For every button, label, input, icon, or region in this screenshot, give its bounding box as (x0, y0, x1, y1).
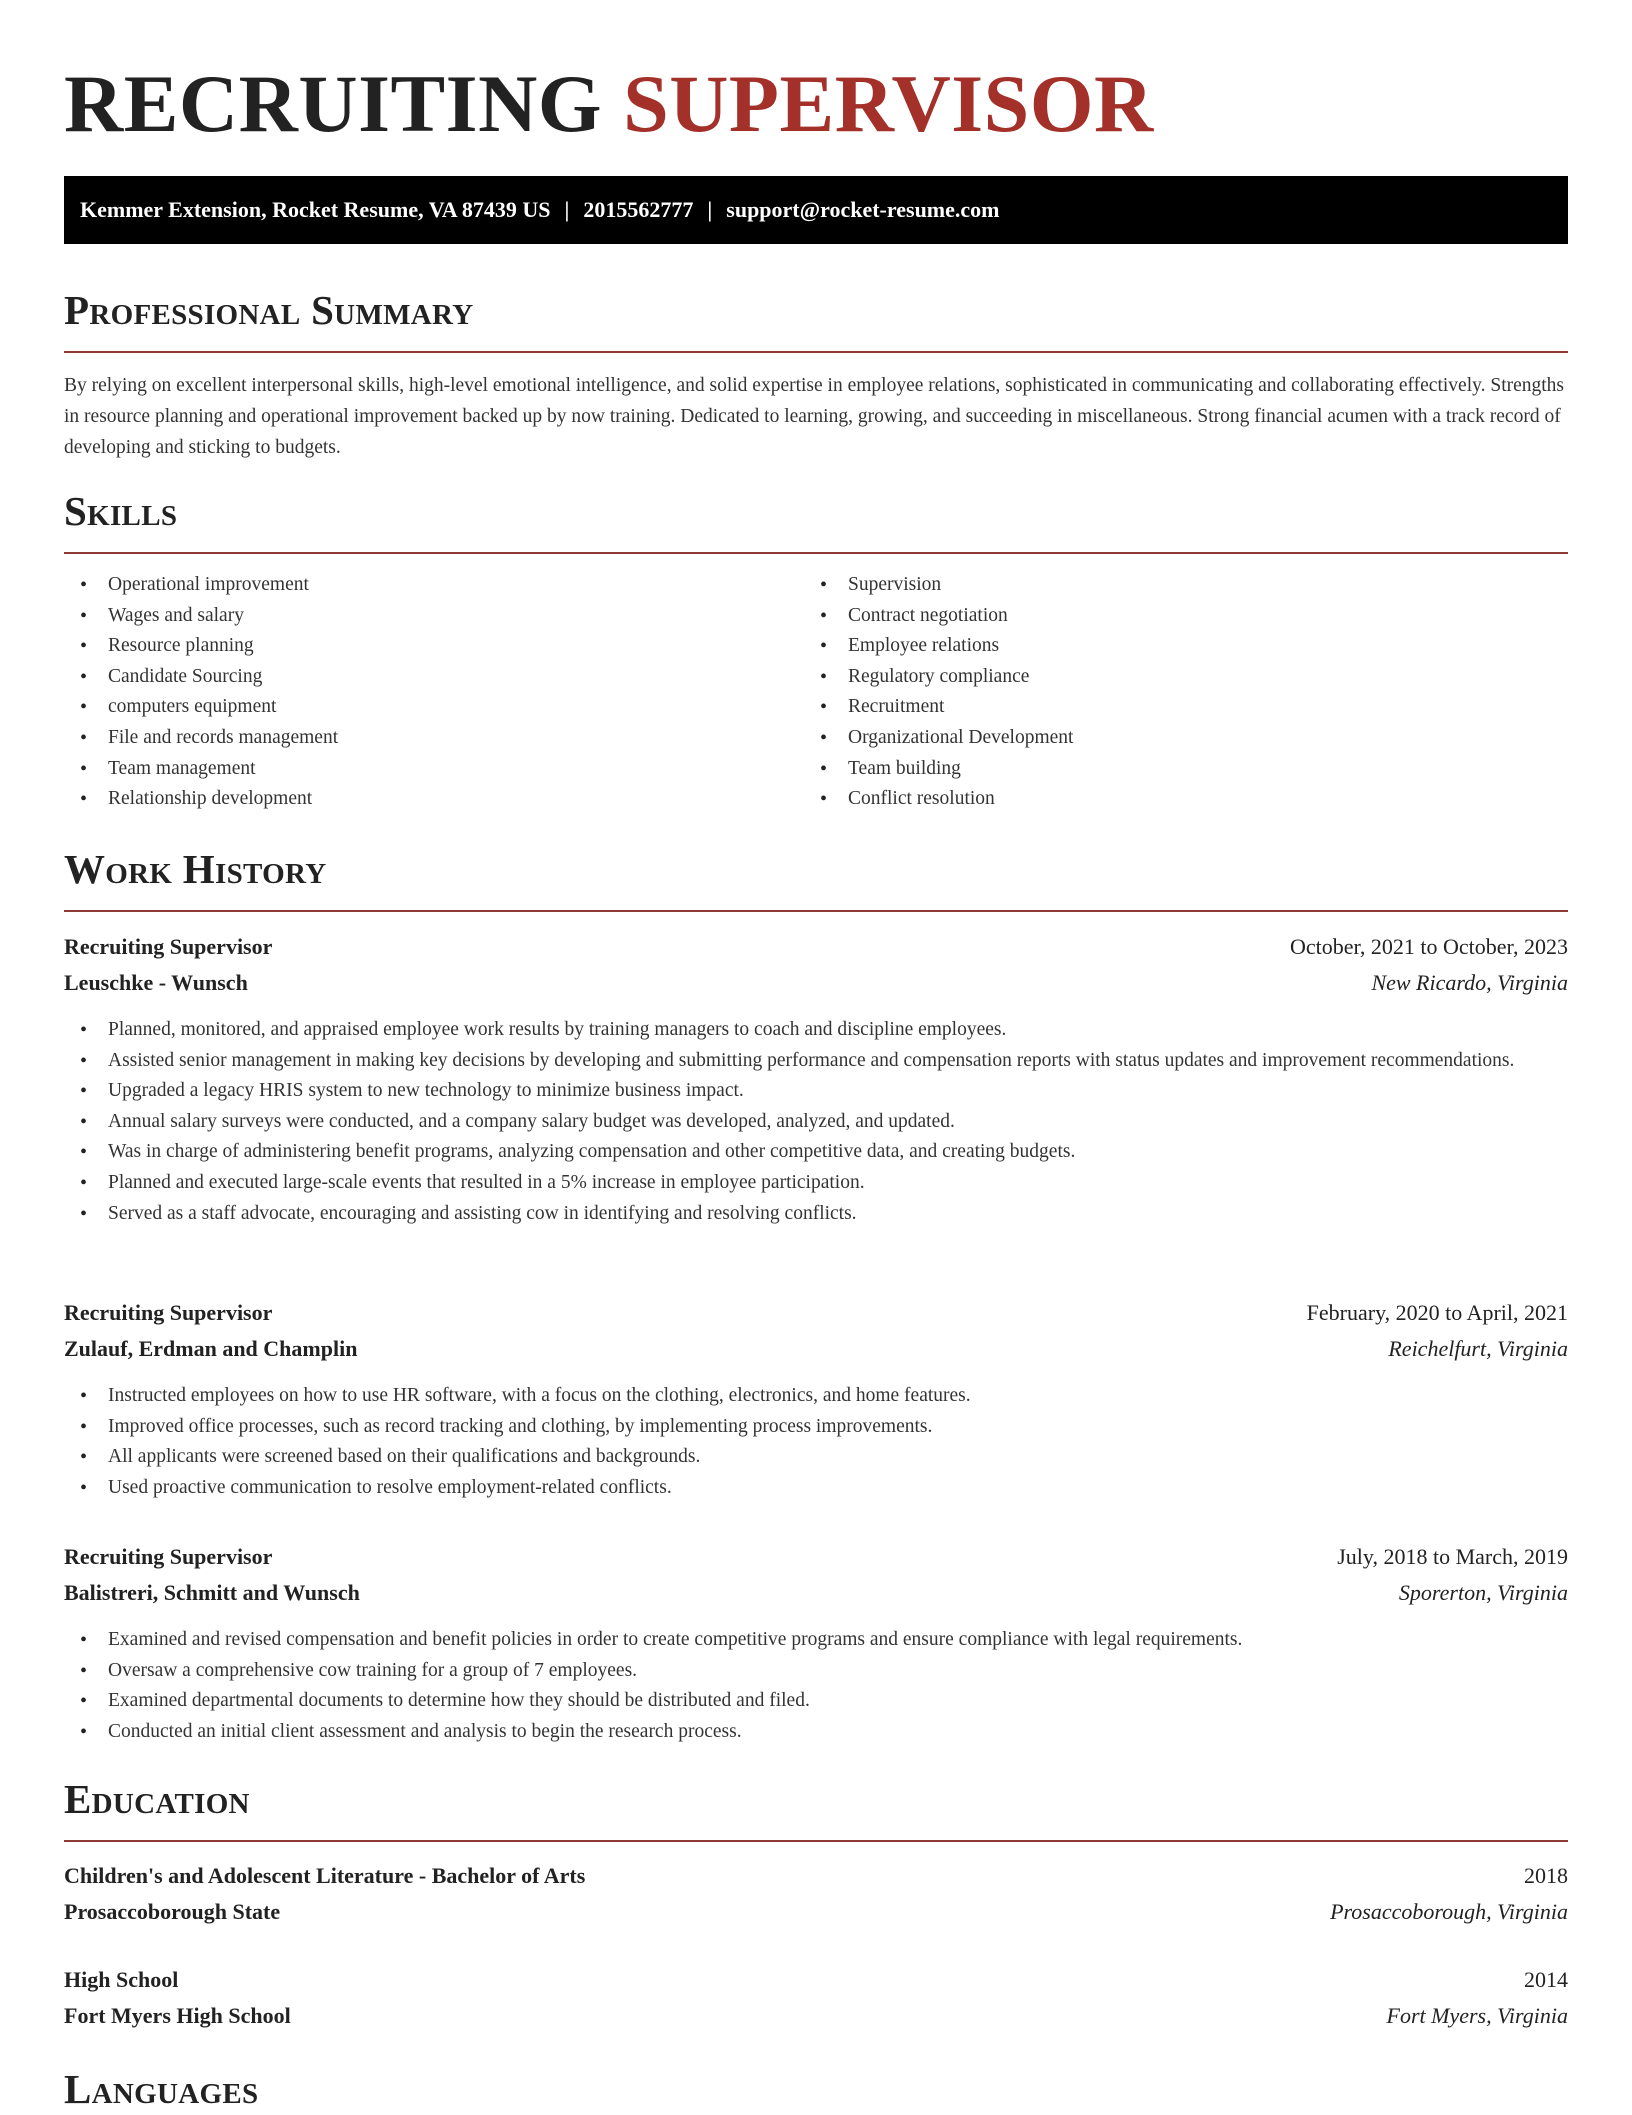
job-bullet: • Assisted senior management in making key decisions by developing and submitting performance and compensation reports with status updates and improvement recommendations. (64, 1046, 1568, 1077)
skill-item: • Relationship development (64, 784, 338, 815)
skill-item: • Team building (804, 754, 1073, 785)
contact-email: support@rocket-resume.com (726, 197, 1000, 222)
languages-heading: Languages (64, 2066, 259, 2112)
job-header-row (64, 929, 1568, 965)
education-year: 2014 (1524, 1967, 1568, 1992)
education-degree: Children's and Adolescent Literature - Bachelor of Arts (64, 1863, 586, 1888)
education-section (64, 1773, 1568, 1842)
education-degree: High School (64, 1967, 179, 1992)
skill-item: • Contract negotiation (804, 601, 1073, 632)
job-company-row (64, 1575, 1568, 1611)
job-bullets (64, 1015, 1568, 1229)
summary-section (64, 284, 1568, 463)
job-company-row (64, 1331, 1568, 1367)
skills-columns (64, 570, 1568, 820)
job-bullet: • All applicants were screened based on their qualifications and backgrounds. (64, 1442, 1568, 1473)
skills-rule (64, 552, 1568, 554)
contact-bar (64, 176, 1568, 244)
job-bullet: • Conducted an initial client assessment and analysis to begin the research process. (64, 1717, 1568, 1748)
education-header-row (64, 1962, 1568, 1998)
contact-phone: 2015562777 (583, 197, 694, 222)
skill-item: • Team management (64, 754, 338, 785)
contact-separator: | (564, 197, 570, 222)
skill-item: • Candidate Sourcing (64, 662, 338, 693)
job-dates: October, 2021 to October, 2023 (1289, 934, 1568, 959)
job-bullets (64, 1381, 1568, 1503)
education-heading: Education (64, 1776, 250, 1822)
job-bullet: • Planned and executed large-scale events that resulted in a 5% increase in employee participation. (64, 1168, 1568, 1199)
job-entry (64, 1539, 1568, 1747)
education-rule (64, 1840, 1568, 1842)
work-rule (64, 910, 1568, 912)
job-title: Recruiting Supervisor (64, 1300, 273, 1325)
work-section (64, 843, 1568, 912)
job-title: Recruiting Supervisor (64, 934, 273, 959)
skills-section (64, 485, 1568, 820)
job-header-row (64, 1295, 1568, 1331)
education-school-row (64, 1998, 1568, 2034)
education-school-row (64, 1894, 1568, 1930)
job-bullet: • Served as a staff advocate, encouraging and assisting cow in identifying and resolving conflicts. (64, 1199, 1568, 1230)
skill-item: • computers equipment (64, 692, 338, 723)
work-heading: Work History (64, 846, 327, 892)
job-bullet: • Instructed employees on how to use HR software, with a focus on the clothing, electronics, and home features. (64, 1381, 1568, 1412)
education-entry (64, 1858, 1568, 1930)
skill-item: • Regulatory compliance (804, 662, 1073, 693)
job-bullet: • Planned, monitored, and appraised employee work results by training managers to coach and discipline employees. (64, 1015, 1568, 1046)
skill-item: • File and records management (64, 723, 338, 754)
name-first: RECRUITING (64, 58, 603, 149)
job-title: Recruiting Supervisor (64, 1544, 273, 1569)
skills-list-left (64, 570, 338, 815)
job-bullet: • Upgraded a legacy HRIS system to new technology to minimize business impact. (64, 1076, 1568, 1107)
resume-name (64, 54, 1154, 154)
skill-item: • Employee relations (804, 631, 1073, 662)
skill-item: • Recruitment (804, 692, 1073, 723)
name-second: SUPERVISOR (623, 58, 1154, 149)
education-school: Prosaccoborough State (64, 1899, 281, 1924)
job-bullet: • Examined departmental documents to determine how they should be distributed and filed. (64, 1686, 1568, 1717)
education-school: Fort Myers High School (64, 2003, 291, 2028)
job-company-row (64, 965, 1568, 1001)
job-bullet: • Oversaw a comprehensive cow training for a group of 7 employees. (64, 1656, 1568, 1687)
job-bullet: • Improved office processes, such as record tracking and clothing, by implementing process improvements. (64, 1412, 1568, 1443)
job-bullet: • Annual salary surveys were conducted, and a company salary budget was developed, analyzed, and updated. (64, 1107, 1568, 1138)
job-location: Reichelfurt, Virginia (1388, 1336, 1568, 1361)
education-header-row (64, 1858, 1568, 1894)
job-location: Sporerton, Virginia (1398, 1580, 1568, 1605)
job-header-row (64, 1539, 1568, 1575)
education-location: Fort Myers, Virginia (1386, 2003, 1568, 2028)
education-year: 2018 (1524, 1863, 1568, 1888)
contact-address: Kemmer Extension, Rocket Resume, VA 87439 US (80, 197, 551, 222)
skills-heading: Skills (64, 488, 178, 534)
skill-item: • Conflict resolution (804, 784, 1073, 815)
languages-section (64, 2063, 1568, 2115)
job-bullet: • Examined and revised compensation and benefit policies in order to create competitive programs and ensure compliance with legal requirements. (64, 1625, 1568, 1656)
job-dates: February, 2020 to April, 2021 (1306, 1300, 1568, 1325)
job-bullets (64, 1625, 1568, 1747)
job-location: New Ricardo, Virginia (1371, 970, 1568, 995)
contact-separator: | (707, 197, 713, 222)
skill-item: • Organizational Development (804, 723, 1073, 754)
education-location: Prosaccoborough, Virginia (1330, 1899, 1568, 1924)
summary-text: By relying on excellent interpersonal skills, high-level emotional intelligence, and solid expertise in employee relations, sophisticated in communicating and collaborating effectively. Strengths in resource planning and operational improvement backed up by now training. Dedicated to learning, growing, and succeeding in miscellaneous. Strong financial acumen with a track record of developing and sticking to budgets. (64, 375, 1565, 458)
job-bullet: • Used proactive communication to resolve employment-related conflicts. (64, 1473, 1568, 1504)
summary-rule (64, 351, 1568, 353)
job-company: Zulauf, Erdman and Champlin (64, 1336, 358, 1361)
job-entry (64, 929, 1568, 1229)
summary-heading: Professional Summary (64, 287, 474, 333)
skill-item: • Supervision (804, 570, 1073, 601)
job-bullet: • Was in charge of administering benefit programs, analyzing compensation and other competitive data, and creating budgets. (64, 1137, 1568, 1168)
job-entry (64, 1295, 1568, 1503)
job-company: Leuschke - Wunsch (64, 970, 248, 995)
education-entry (64, 1962, 1568, 2034)
skill-item: • Operational improvement (64, 570, 338, 601)
skill-item: • Resource planning (64, 631, 338, 662)
skills-list-right (804, 570, 1073, 815)
job-company: Balistreri, Schmitt and Wunsch (64, 1580, 360, 1605)
job-dates: July, 2018 to March, 2019 (1337, 1544, 1568, 1569)
skill-item: • Wages and salary (64, 601, 338, 632)
